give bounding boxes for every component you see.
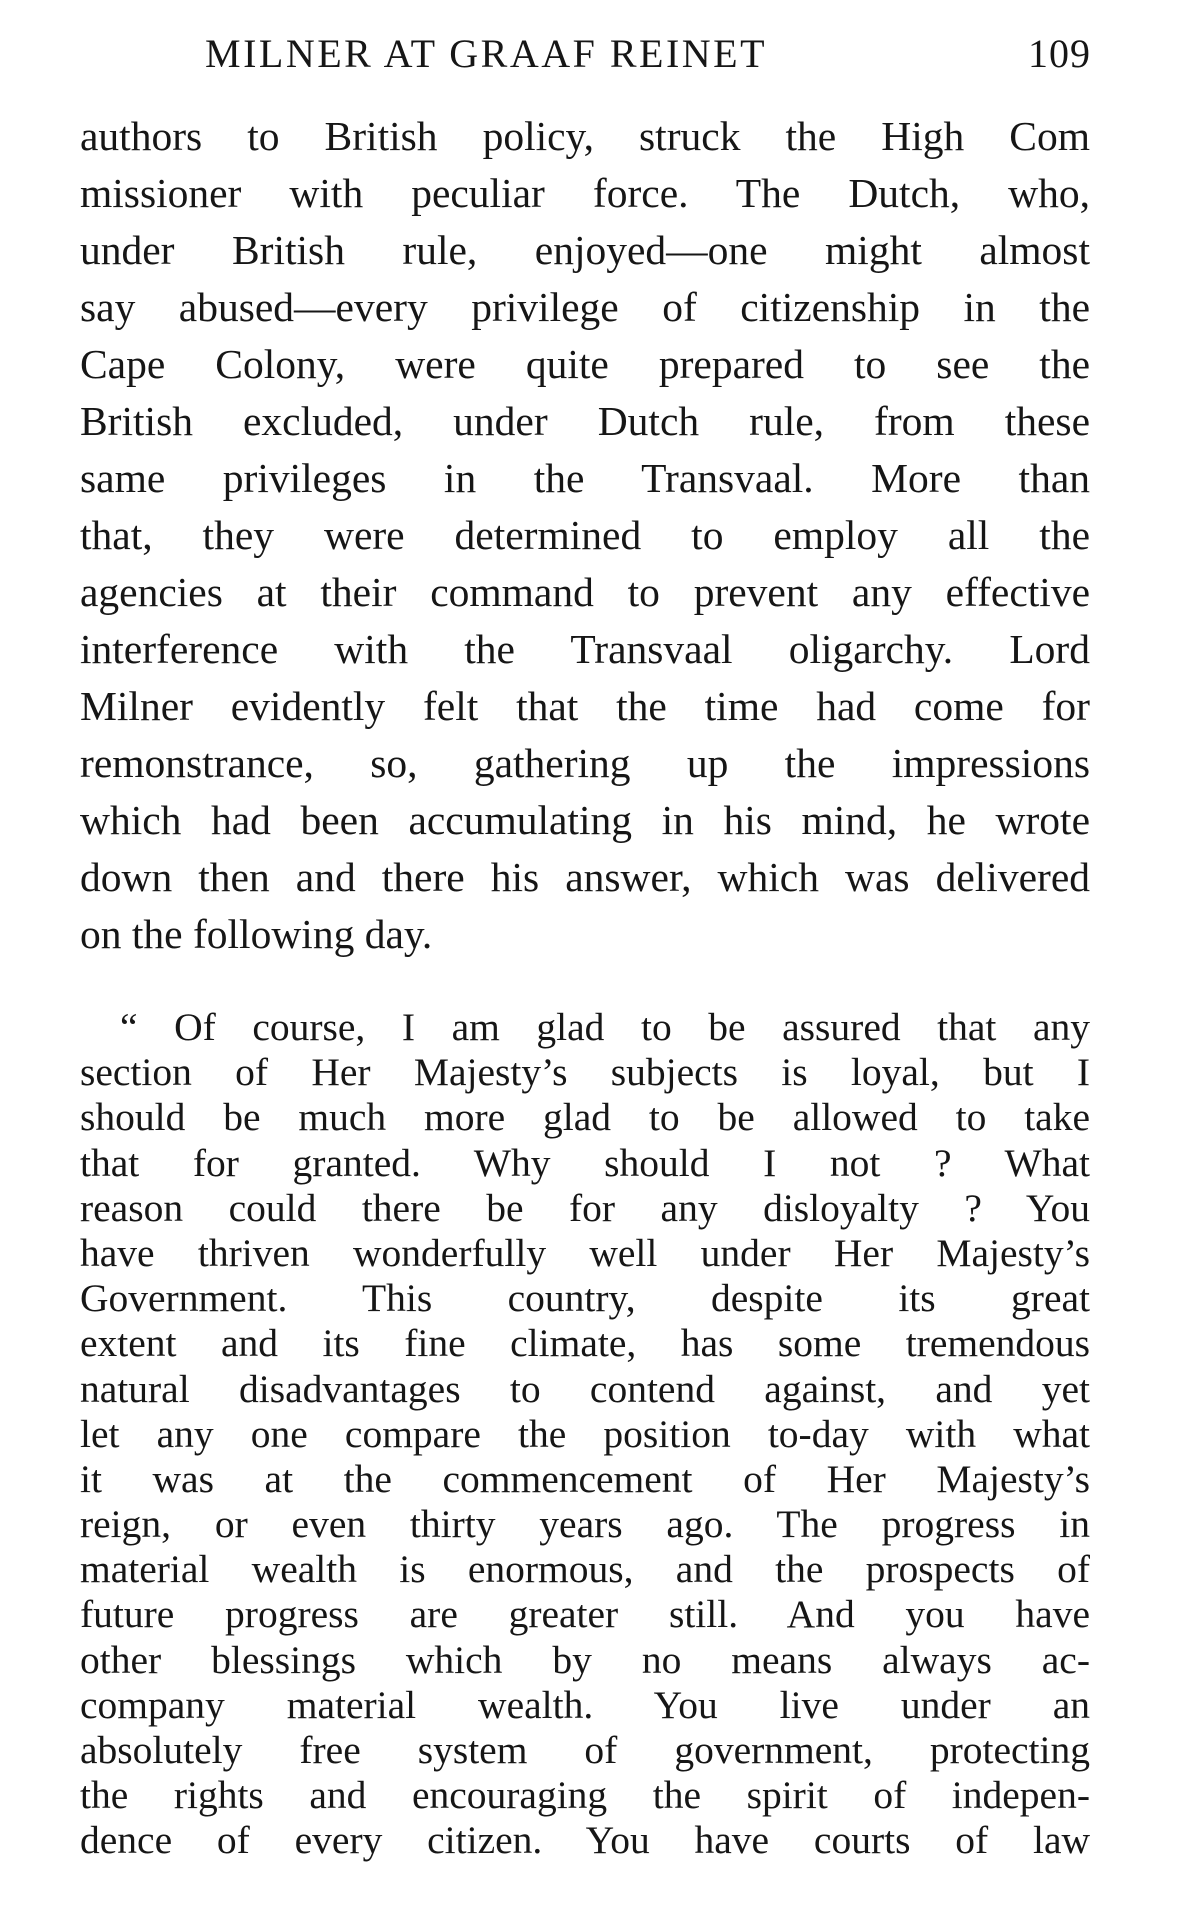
text-line: interference with the Transvaal oligarchy. Lord bbox=[80, 626, 1090, 672]
text-line: same privileges in the Transvaal. More than bbox=[80, 455, 1090, 501]
paragraph-narrative bbox=[80, 108, 1090, 963]
text-line: the rights and encouraging the spirit of indepen- bbox=[80, 1773, 1090, 1818]
text-line: other blessings which by no means always ac- bbox=[80, 1637, 1090, 1682]
text-line: company material wealth. You live under an bbox=[80, 1682, 1090, 1727]
text-line: missioner with peculiar force. The Dutch, who, bbox=[80, 170, 1090, 216]
text-line: which had been accumulating in his mind, he wrote bbox=[80, 797, 1090, 843]
text-line: have thriven wonderfully well under Her Majesty’s bbox=[80, 1230, 1090, 1275]
text-line: authors to British policy, struck the High Com bbox=[80, 113, 1090, 159]
text-line: British excluded, under Dutch rule, from these bbox=[80, 398, 1090, 444]
text-line: future progress are greater still. And you have bbox=[80, 1592, 1090, 1637]
text-line: Government. This country, despite its great bbox=[80, 1276, 1090, 1321]
paragraph-quotation bbox=[80, 1005, 1090, 1864]
text-line: “ Of course, I am glad to be assured that any bbox=[120, 1005, 1090, 1049]
text-line: material wealth is enormous, and the prospects of bbox=[80, 1547, 1090, 1592]
page-number: 109 bbox=[1028, 31, 1091, 76]
text-line: section of Her Majesty’s subjects is loyal, but I bbox=[80, 1050, 1090, 1095]
text-line: reign, or even thirty years ago. The progress in bbox=[80, 1502, 1090, 1547]
text-line: should be much more glad to be allowed to take bbox=[80, 1095, 1090, 1140]
page-header bbox=[80, 30, 1091, 84]
text-line: absolutely free system of government, protecting bbox=[80, 1728, 1090, 1772]
text-line: reason could there be for any disloyalty ? You bbox=[80, 1185, 1090, 1230]
text-line: down then and there his answer, which was delivered bbox=[80, 854, 1090, 900]
text-line: on the following day. bbox=[80, 911, 433, 957]
text-line: that, they were determined to employ all the bbox=[80, 512, 1090, 558]
text-line: agencies at their command to prevent any effective bbox=[80, 569, 1090, 615]
text-line: remonstrance, so, gathering up the impressions bbox=[80, 740, 1090, 786]
text-line: Milner evidently felt that the time had come for bbox=[80, 683, 1090, 729]
text-line: let any one compare the position to-day with what bbox=[80, 1411, 1090, 1456]
text-line: extent and its fine climate, has some tremendous bbox=[80, 1321, 1090, 1366]
text-line: that for granted. Why should I not ? What bbox=[80, 1140, 1090, 1185]
text-line: Cape Colony, were quite prepared to see the bbox=[80, 341, 1090, 387]
text-line: dence of every citizen. You have courts of law bbox=[80, 1818, 1090, 1863]
running-title: MILNER AT GRAAF REINET bbox=[205, 31, 768, 76]
text-line: say abused—every privilege of citizenship in the bbox=[80, 284, 1090, 330]
text-line: under British rule, enjoyed—one might almost bbox=[80, 227, 1090, 273]
text-line: it was at the commencement of Her Majesty’s bbox=[80, 1456, 1090, 1501]
text-line: natural disadvantages to contend against, and yet bbox=[80, 1366, 1090, 1411]
